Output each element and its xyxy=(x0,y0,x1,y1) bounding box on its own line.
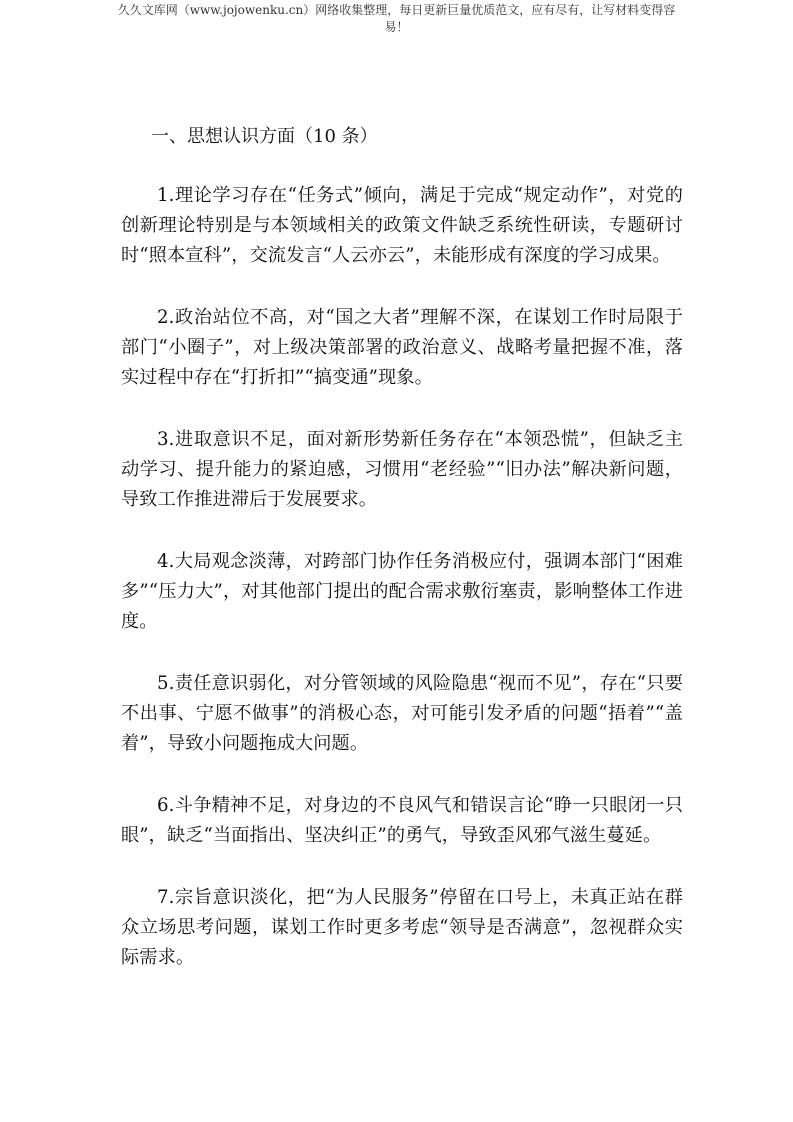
paragraph-4: 4.大局观念淡薄，对跨部门协作任务消极应付，强调本部门“困难多”“压力大”，对其他部门提出的配合需求敷衍塞责，影响整体工作进度。 xyxy=(121,551,683,632)
paragraph-7: 7.宗旨意识淡化，把“为人民服务”停留在口号上，未真正站在群众立场思考问题，谋划工作时更多考虑“领导是否满意”，忽视群众实际需求。 xyxy=(121,887,683,968)
section-heading: 一、思想认识方面（10 条） xyxy=(151,126,378,147)
paragraph-5: 5.责任意识弱化，对分管领域的风险隐患“视而不见”，存在“只要不出事、宁愿不做事”的消极心态，对可能引发矛盾的问题“捂着”“盖着”，导致小问题拖成大问题。 xyxy=(121,673,683,754)
paragraph-2: 2.政治站位不高，对“国之大者”理解不深，在谋划工作时局限于部门“小圈子”，对上级决策部署的政治意义、战略考量把握不准，落实过程中存在“打折扣”“搞变通”现象。 xyxy=(121,307,683,388)
header-line-2: 易！ xyxy=(384,20,409,34)
header-line-1: 久久文库网（www.jojowenku.cn）网络收集整理，每日更新巨量优质范文，应有尽有，让写材料变得容 xyxy=(117,3,676,17)
document-body xyxy=(121,124,683,1005)
paragraph-6: 6.斗争精神不足，对身边的不良风气和错误言论“睁一只眼闭一只眼”，缺乏“当面指出、坚决纠正”的勇气，导致歪风邪气滋生蔓延。 xyxy=(121,795,683,846)
paragraph-1: 1.理论学习存在“任务式”倾向，满足于完成“规定动作”，对党的创新理论特别是与本领域相关的政策文件缺乏系统性研读，专题研讨时“照本宣科”，交流发言“人云亦云”，未能形成有深度的学习成果。 xyxy=(121,185,683,266)
page-header xyxy=(80,2,713,36)
paragraph-3: 3.进取意识不足，面对新形势新任务存在“本领恐慌”，但缺乏主动学习、提升能力的紧迫感，习惯用“老经验”“旧办法”解决新问题，导致工作推进滞后于发展要求。 xyxy=(121,429,683,510)
